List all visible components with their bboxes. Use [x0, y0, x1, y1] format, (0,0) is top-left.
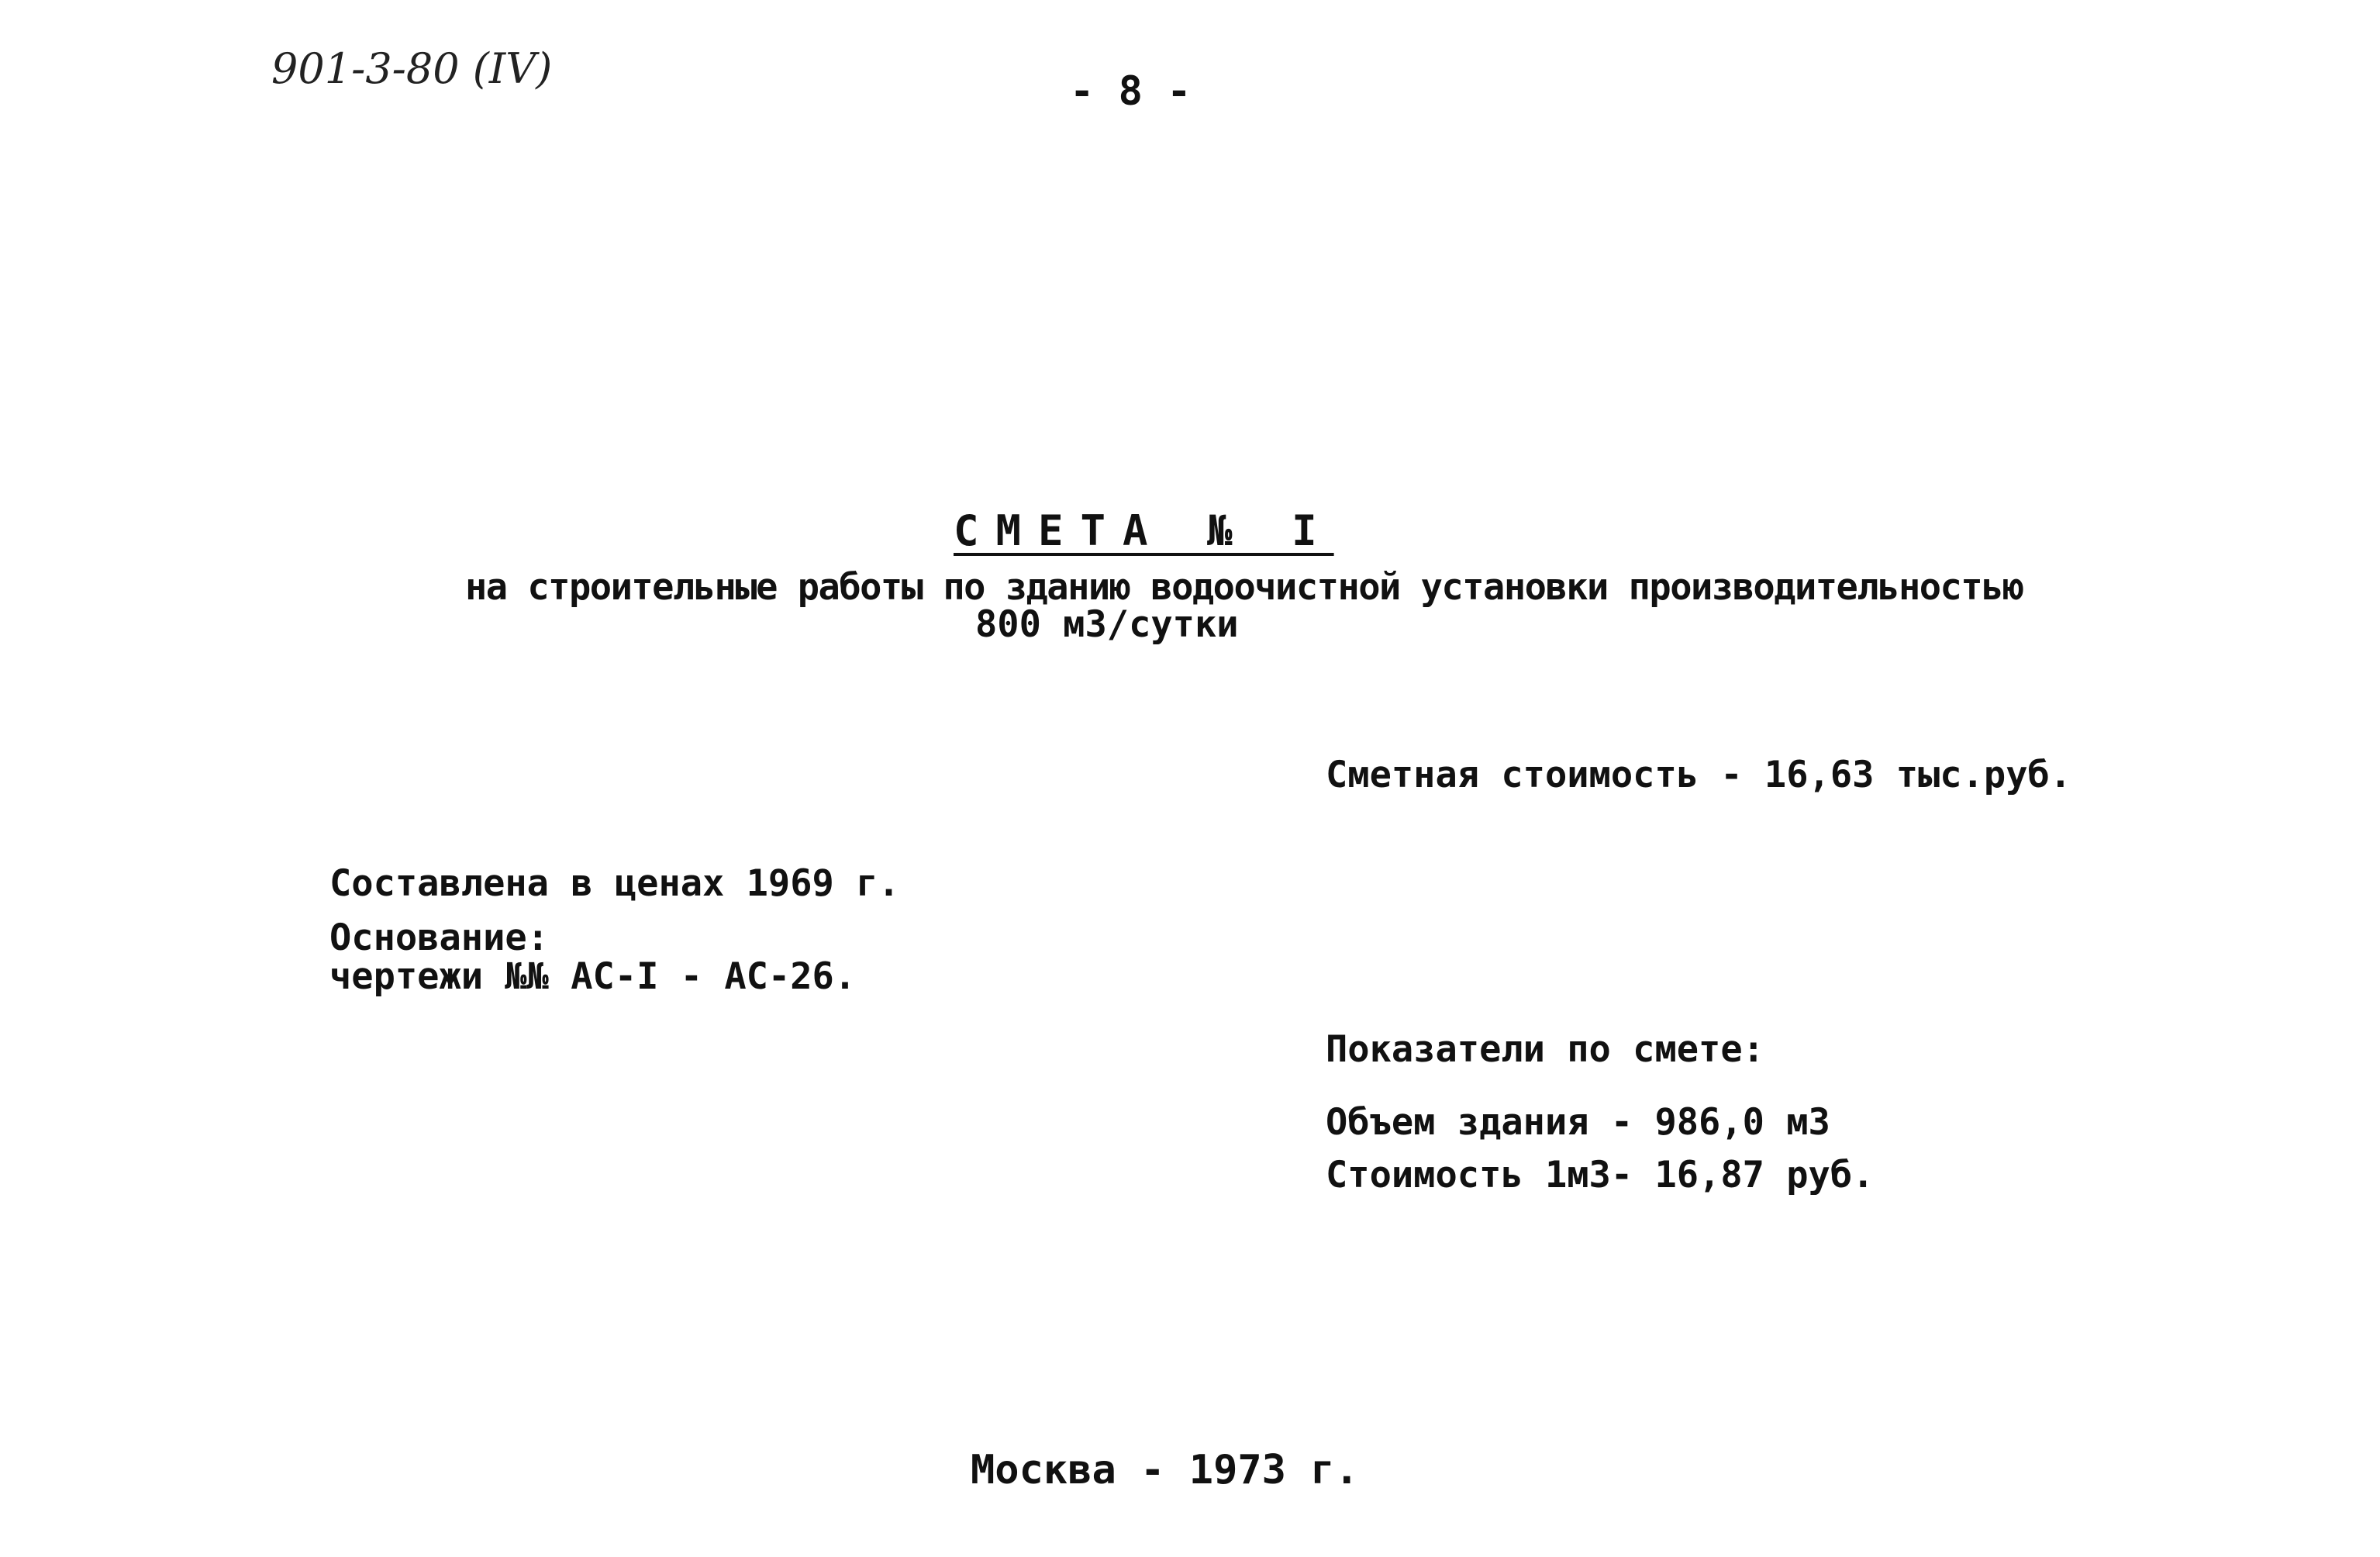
- document-code: 901-3-80 (IV): [271, 44, 553, 93]
- prices-year-note: Составлена в ценах 1969 г.: [329, 862, 900, 905]
- city-year-footer: Москва - 1973 г.: [971, 1447, 1359, 1493]
- estimate-subtitle-line2: 800 м3/сутки: [975, 603, 1239, 646]
- page-number: - 8 -: [1070, 68, 1192, 115]
- building-volume: Объем здания - 986,0 м3: [1326, 1101, 1830, 1144]
- estimate-title: СМЕТА № I: [954, 506, 1334, 555]
- estimated-cost: Сметная стоимость - 16,63 тыс.руб.: [1326, 754, 2072, 796]
- cost-per-cubic-meter: Стоимость 1м3- 16,87 руб.: [1326, 1154, 1875, 1196]
- indicators-heading: Показатели по смете:: [1326, 1028, 1764, 1071]
- basis-drawings: чертежи №№ АС-I - АС-26.: [329, 955, 857, 998]
- basis-label: Основание:: [329, 917, 549, 959]
- estimate-subtitle-line1: на строительные работы по зданию водоочистной установки производительностью: [465, 566, 2023, 609]
